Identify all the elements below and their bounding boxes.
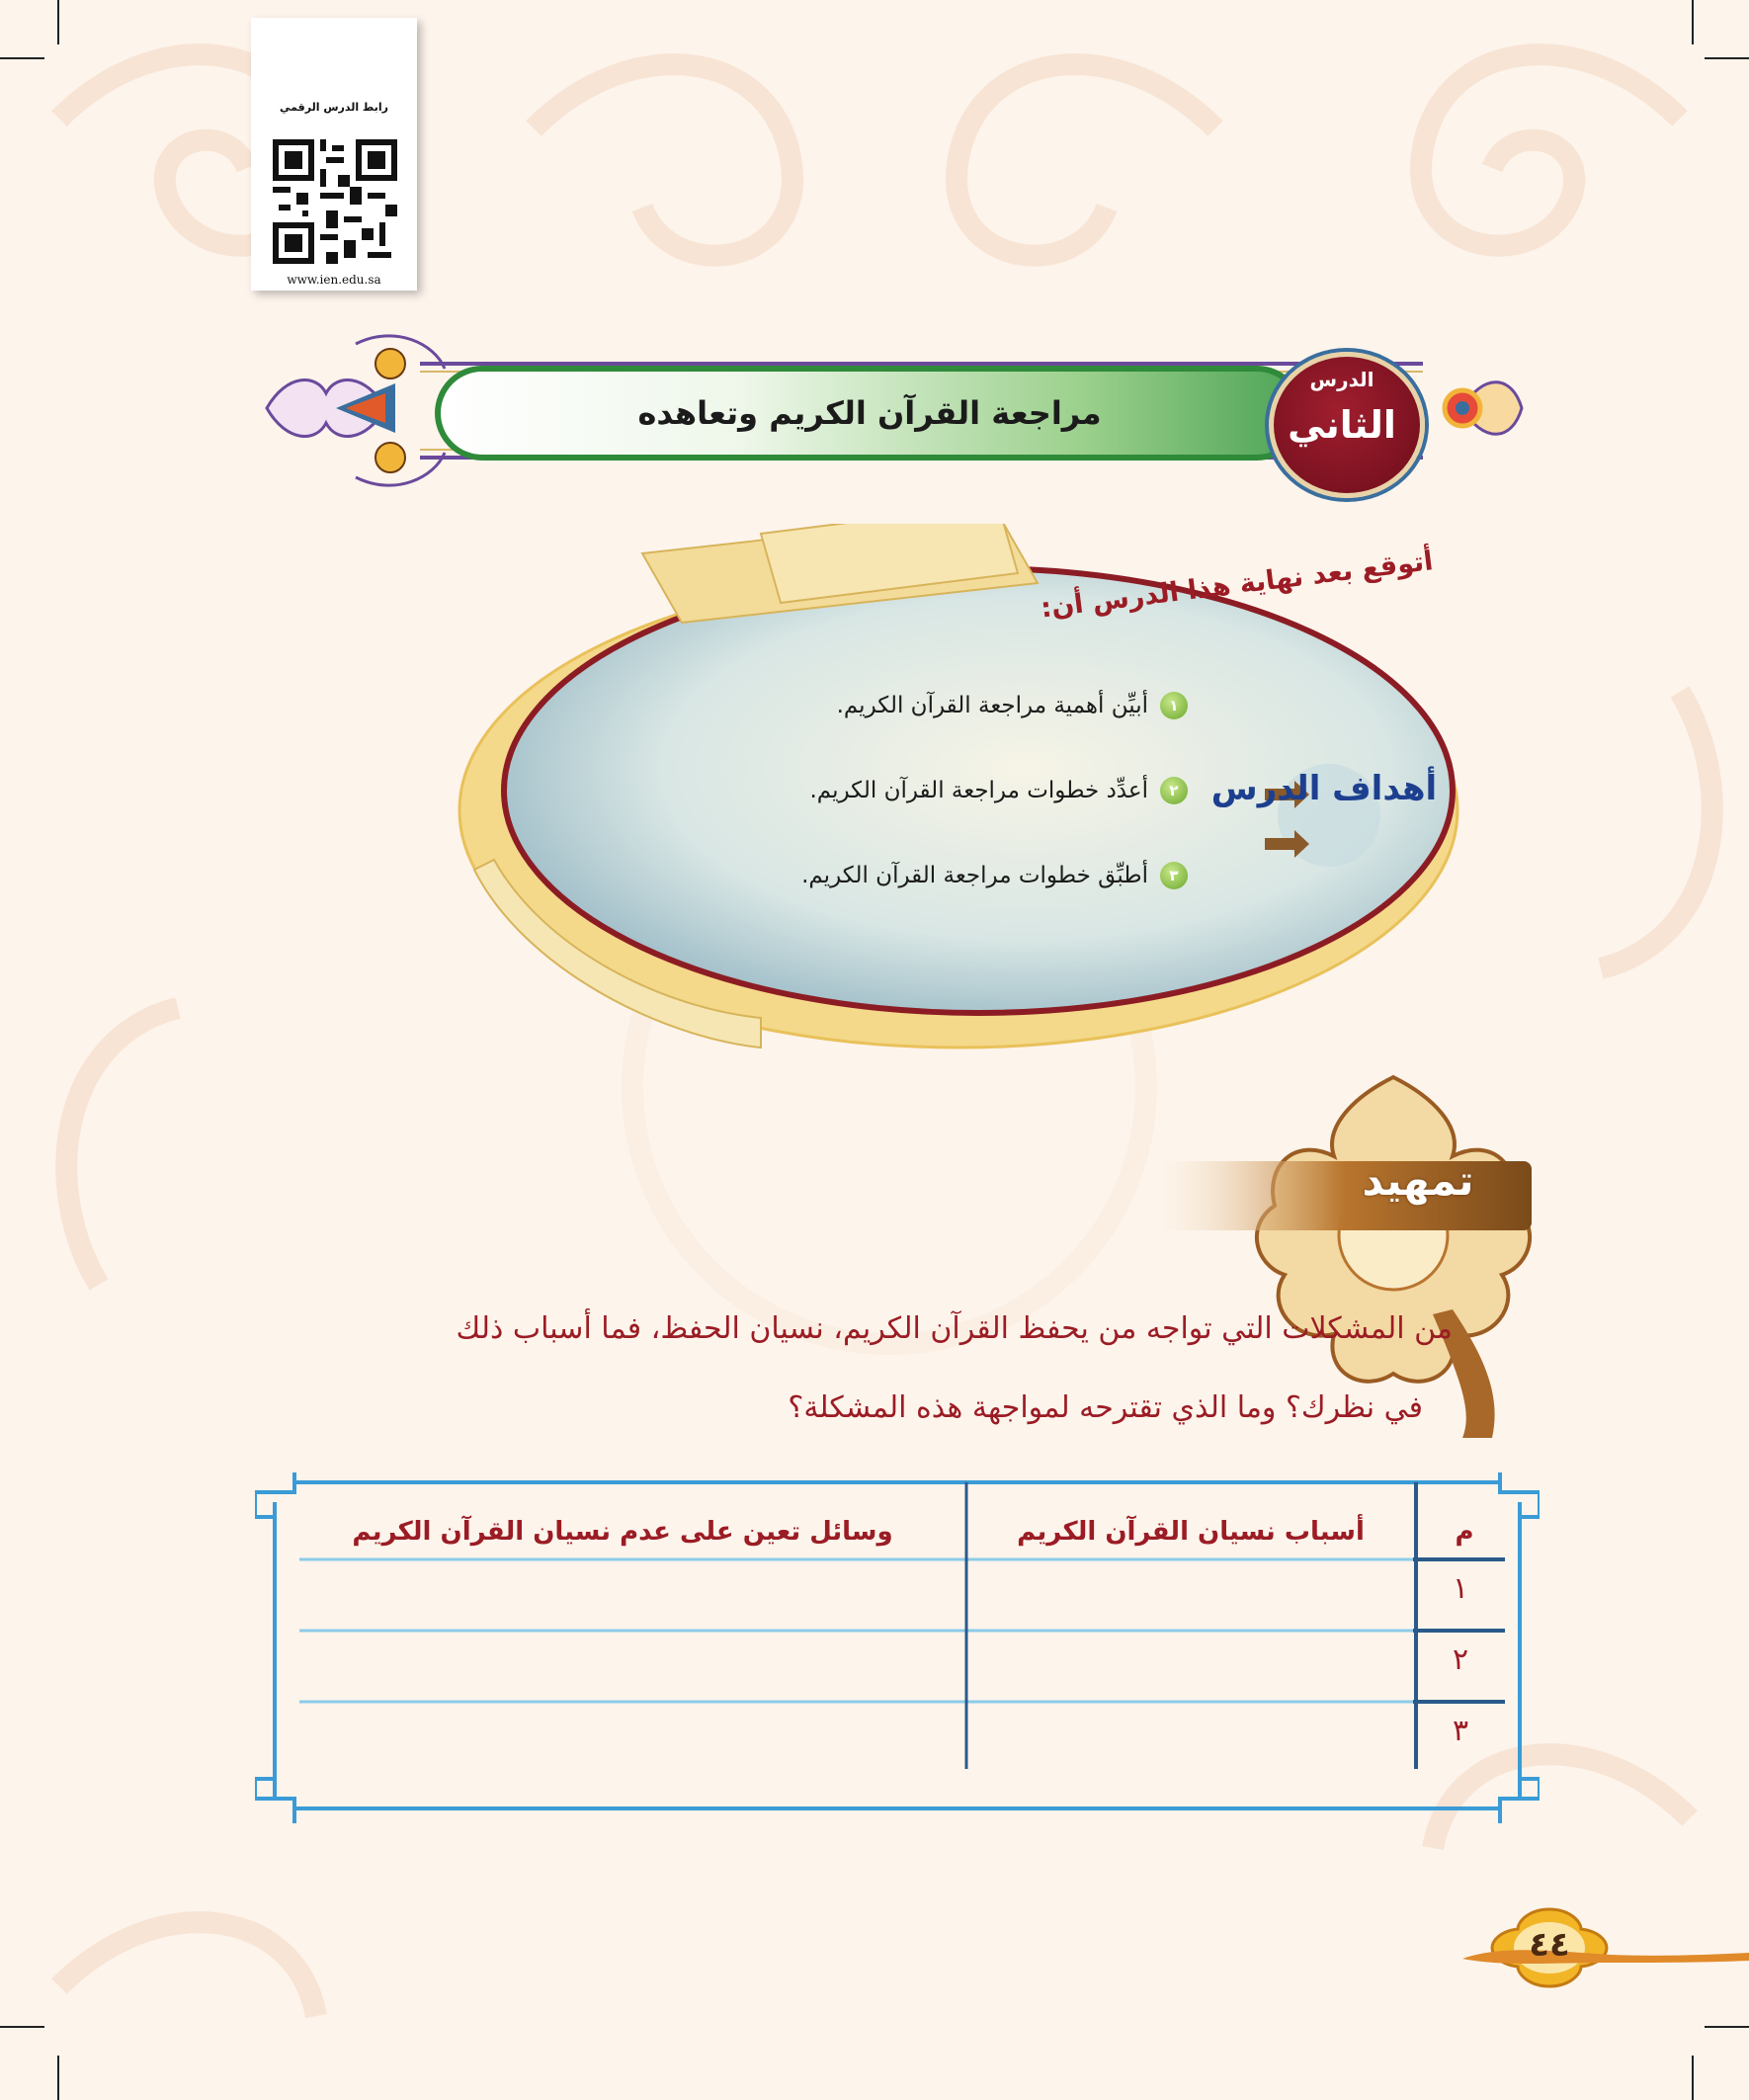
qr-code-icon[interactable] [273, 134, 397, 269]
lesson-number: الثاني [1288, 403, 1396, 447]
intro-label: تمهيد [1362, 1156, 1474, 1205]
table-row-number: ٢ [1452, 1642, 1469, 1677]
crop-mark [0, 2026, 44, 2028]
table-row-number: ١ [1452, 1571, 1469, 1606]
qr-caption: رابط الدرس الرقمي [280, 101, 388, 114]
objective-text: أبيِّن أهمية مراجعة القرآن الكريم. [836, 693, 1148, 718]
crop-mark [1705, 2026, 1749, 2028]
intro-line-1: من المشكلات التي تواجه من يحفظ القرآن الكريم، نسيان الحفظ، فما أسباب ذلك [456, 1311, 1453, 1346]
table-cell-means[interactable] [301, 1706, 963, 1771]
table-header-means: وسائل تعين على عدم نسيان القرآن الكريم [352, 1517, 893, 1547]
crop-mark [1705, 57, 1749, 59]
table-cell-cause[interactable] [973, 1563, 1408, 1629]
lesson-label: الدرس [1309, 368, 1374, 391]
intro-text [237, 1290, 1453, 1448]
objectives-label: أهداف الدرس [1210, 769, 1438, 808]
objective-item [595, 862, 1188, 889]
intro-line-2: في نظرك؟ وما الذي تقترحه لمواجهة هذه المشكلة؟ [788, 1390, 1423, 1425]
table-cell-cause[interactable] [973, 1706, 1408, 1771]
crop-mark [57, 0, 59, 44]
crop-mark [1692, 2056, 1694, 2100]
table-row-number: ٣ [1452, 1714, 1469, 1748]
table-cell-cause[interactable] [973, 1635, 1408, 1700]
page-number: ٤٤ [1529, 1925, 1570, 1965]
objective-item [595, 692, 1188, 719]
crop-mark [1692, 0, 1694, 44]
table-cell-means[interactable] [301, 1563, 963, 1629]
qr-url[interactable]: www.ien.edu.sa [287, 273, 381, 287]
crop-mark [57, 2056, 59, 2100]
objective-text: أطبِّق خطوات مراجعة القرآن الكريم. [801, 863, 1148, 888]
table-header-index: م [1455, 1517, 1474, 1547]
qr-card[interactable] [251, 18, 417, 291]
objective-number: ١ [1160, 692, 1188, 719]
objective-number: ٣ [1160, 862, 1188, 889]
objective-text: أعدِّد خطوات مراجعة القرآن الكريم. [809, 778, 1148, 803]
objectives-heading: أتوقع بعد نهاية هذا الدرس أن: [1039, 546, 1435, 625]
crop-mark [0, 57, 44, 59]
table-cell-means[interactable] [301, 1635, 963, 1700]
objective-number: ٢ [1160, 777, 1188, 804]
table-header-causes: أسباب نسيان القرآن الكريم [1017, 1517, 1365, 1547]
lesson-title: مراجعة القرآن الكريم وتعاهده [637, 394, 1102, 432]
objective-item [595, 777, 1188, 804]
